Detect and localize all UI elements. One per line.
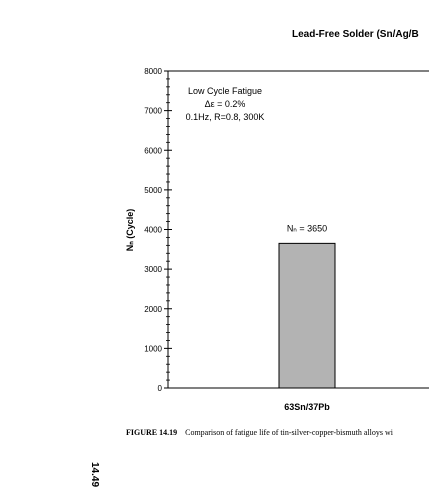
y-tick-label: 3000: [144, 265, 162, 275]
running-header: Lead-Free Solder (Sn/Ag/B: [292, 29, 419, 40]
y-tick-label: 7000: [144, 106, 162, 116]
annotation-line: Low Cycle Fatigue: [187, 86, 263, 96]
page-number: 14.49: [89, 462, 100, 487]
y-tick-label: 6000: [144, 146, 162, 156]
y-tick-label: 2000: [144, 304, 162, 314]
bar: [279, 243, 335, 388]
bars: [279, 243, 335, 388]
annotation-line: 0.1Hz, R=0.8, 300K: [185, 112, 265, 122]
figure-caption: [126, 428, 393, 437]
x-category-label: 63Sn/37Pb: [284, 402, 330, 412]
y-tick-label: 8000: [144, 67, 162, 76]
caption-label: FIGURE 14.19: [126, 428, 178, 437]
bar-data-label: Nₙ = 3650: [286, 223, 328, 234]
caption-text: Comparison of fatigue life of tin-silver-copper-bismuth alloys wi: [185, 428, 393, 437]
y-tick-label: 1000: [144, 344, 162, 354]
annotation-line: Δε = 0.2%: [204, 99, 246, 109]
y-axis-label: Nₙ (Cycle): [125, 208, 135, 252]
y-tick-label: 5000: [144, 185, 162, 195]
y-tick-label: 0: [157, 384, 162, 393]
y-tick-label: 4000: [144, 225, 162, 235]
